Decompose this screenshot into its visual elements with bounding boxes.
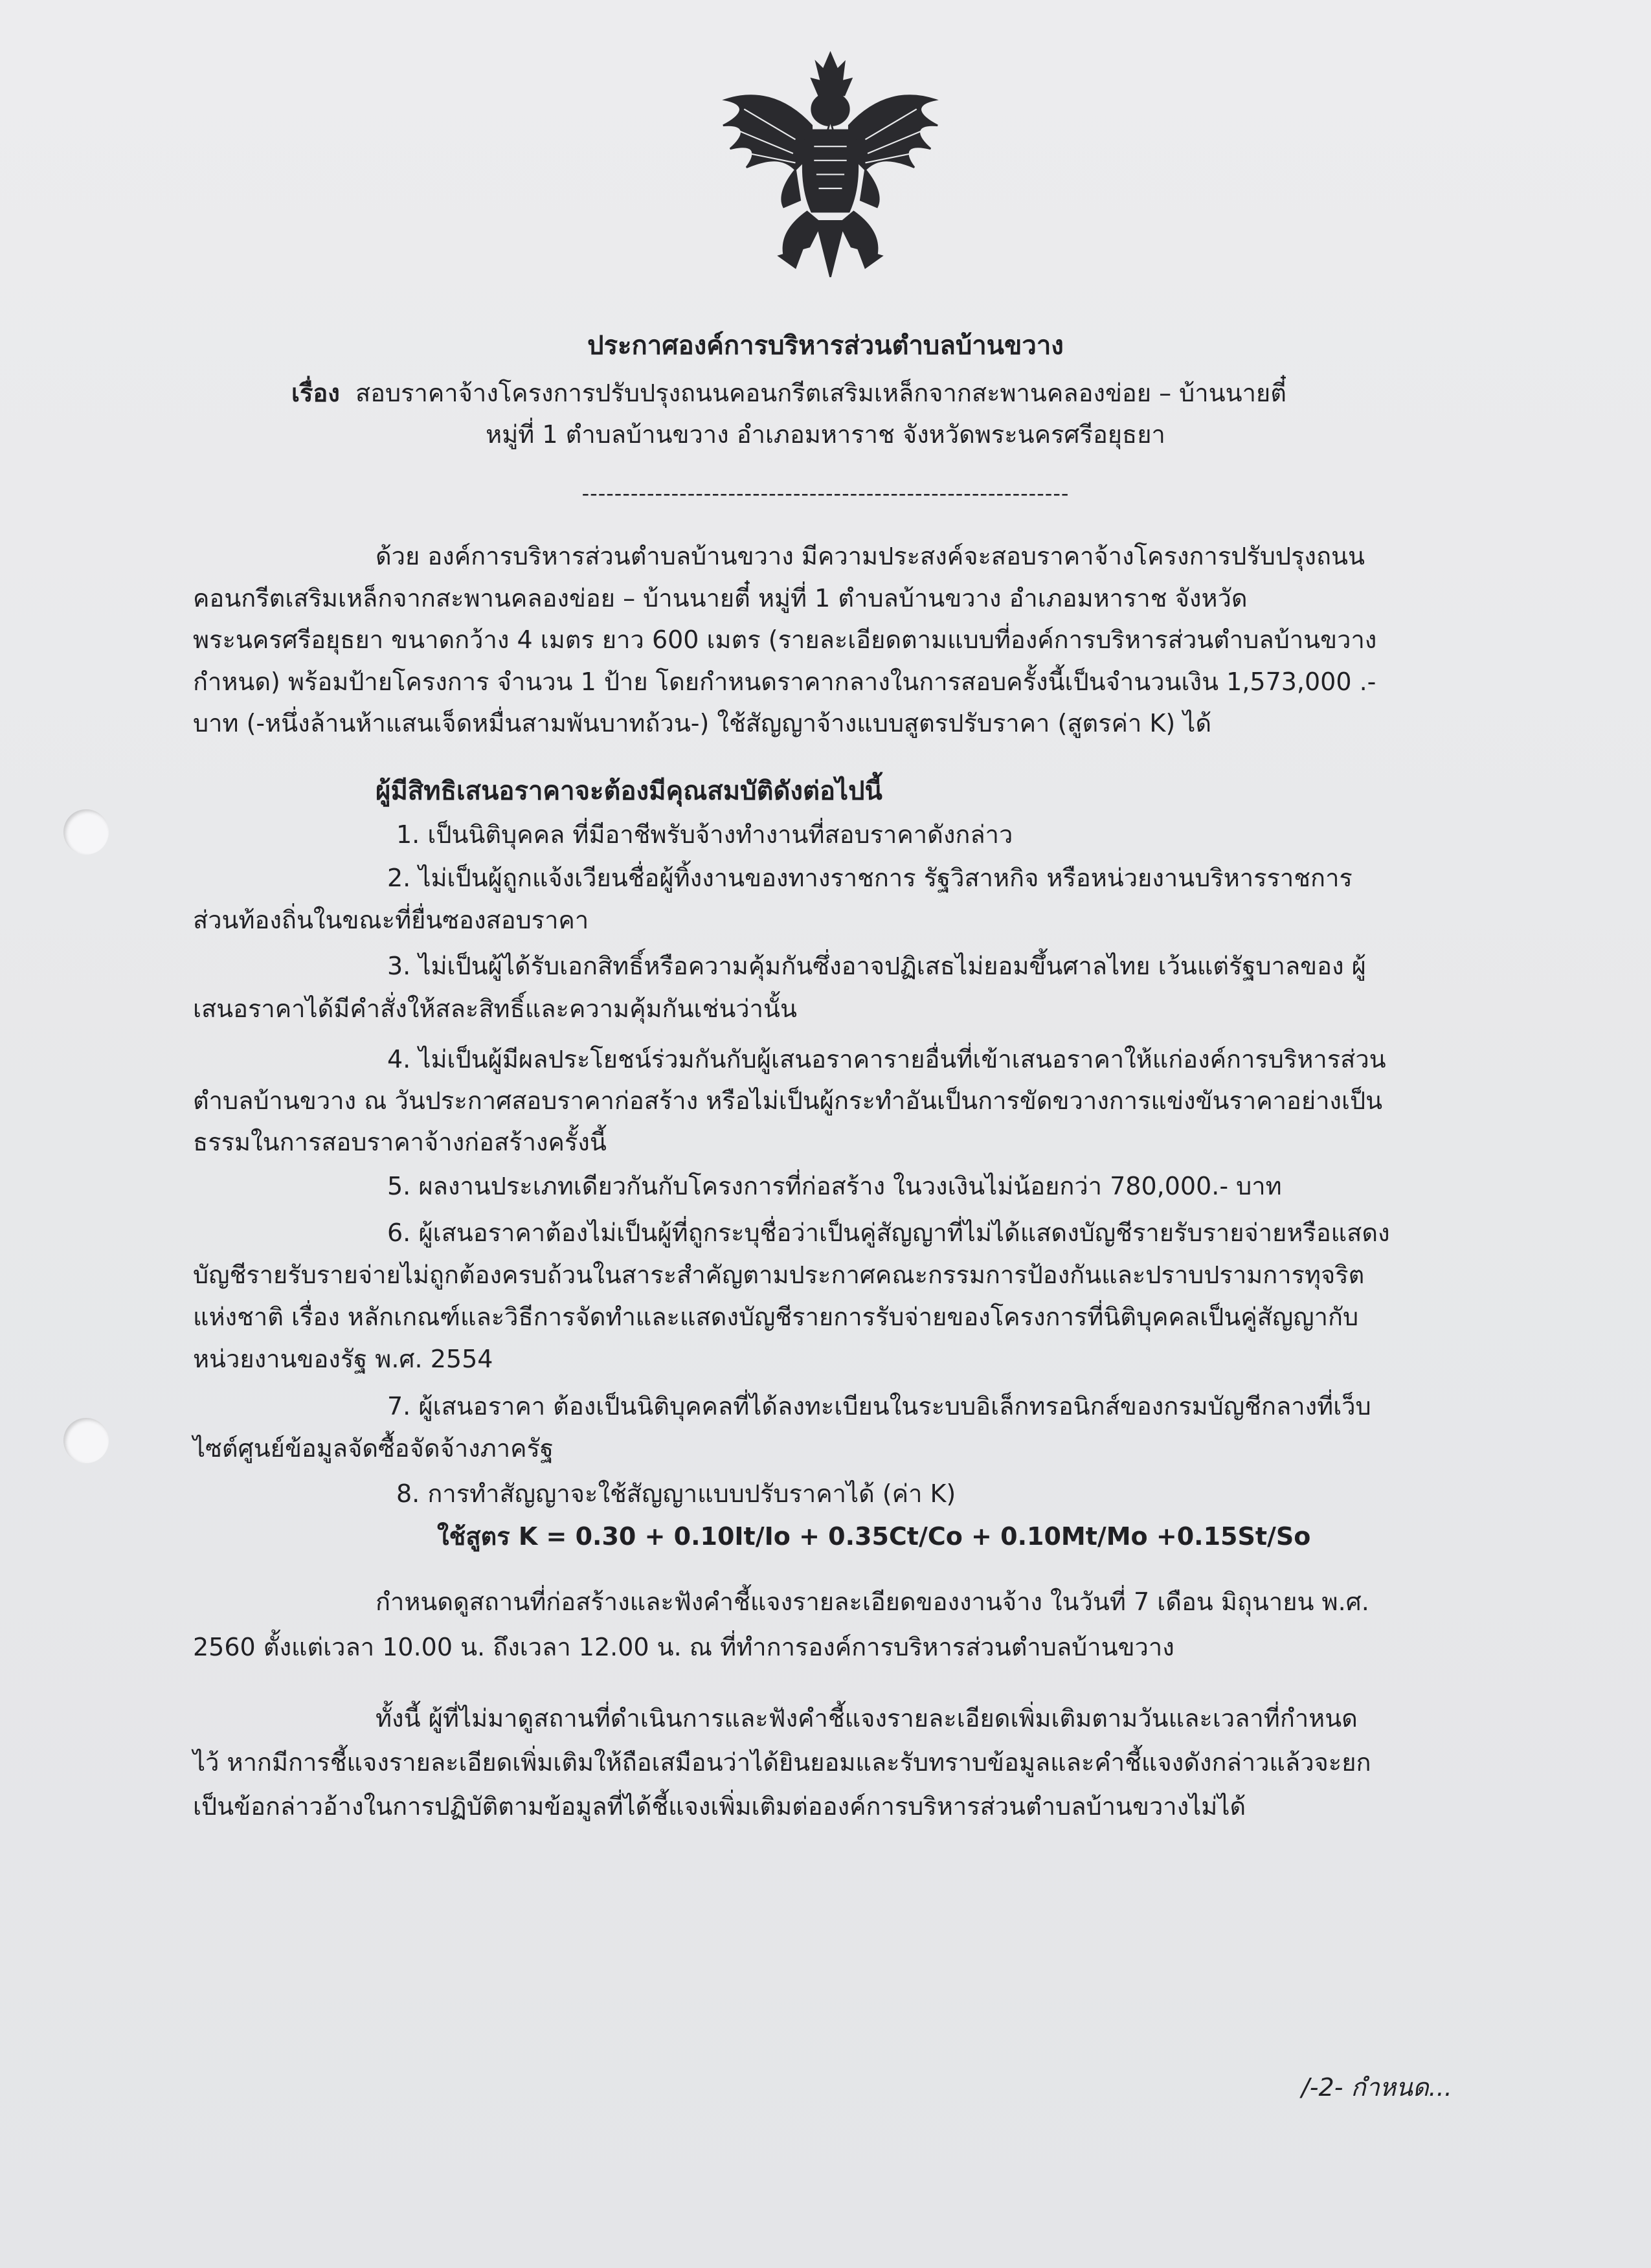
separator-line: ------------------------------------------------------------: [581, 481, 1070, 506]
note-line-1: ทั้งนี้ ผู้ที่ไม่มาดูสถานที่ดำเนินการและฟังคำชี้แจงรายละเอียดเพิ่มเติมตามวันและเวลาที่กำหนด: [376, 1704, 1358, 1733]
intro-line-2: คอนกรีตเสริมเหล็กจากสะพานคลองข่อย – บ้านนายตี๋ หมู่ที่ 1 ตำบลบ้านขวาง อำเภอมหาราช จังหวัด: [193, 584, 1248, 612]
subject-line-2: หมู่ที่ 1 ตำบลบ้านขวาง อำเภอมหาราช จังหวัดพระนครศรีอยุธยา: [486, 420, 1165, 449]
qualification-4-line-2: ตำบลบ้านขวาง ณ วันประกาศสอบราคาก่อสร้าง หรือไม่เป็นผู้กระทำอันเป็นการขัดขวางการแข่งขันราคาอย่างเป็น: [193, 1086, 1383, 1115]
k-formula: ใช้สูตร K = 0.30 + 0.10It/Io + 0.35Ct/Co + 0.10Mt/Mo +0.15St/So: [437, 1522, 1311, 1551]
qualification-6-line-3: แห่งชาติ เรื่อง หลักเกณฑ์และวิธีการจัดทำและแสดงบัญชีรายการรับจ่ายของโครงการที่นิติบุคคลเป็นคู่สัญญากับ: [193, 1303, 1359, 1331]
qualification-2-line-1: 2. ไม่เป็นผู้ถูกแจ้งเวียนชื่อผู้ทิ้งงานของทางราชการ รัฐวิสาหกิจ หรือหน่วยงานบริหารราชการ: [387, 864, 1353, 892]
qualification-3-line-1: 3. ไม่เป็นผู้ได้รับเอกสิทธิ์หรือความคุ้มกันซึ่งอาจปฏิเสธไม่ยอมขึ้นศาลไทย เว้นแต่รัฐบาลของ ผู้: [387, 952, 1366, 980]
subject-line-1: [291, 377, 1286, 409]
punch-hole-top: [63, 809, 109, 855]
subject-text: สอบราคาจ้างโครงการปรับปรุงถนนคอนกรีตเสริมเหล็กจากสะพานคลองข่อย – บ้านนายตี๋: [355, 379, 1286, 407]
site-visit-line-2: 2560 ตั้งแต่เวลา 10.00 น. ถึงเวลา 12.00 น. ณ ที่ทำการองค์การบริหารส่วนตำบลบ้านขวาง: [193, 1633, 1174, 1661]
intro-line-1: ด้วย องค์การบริหารส่วนตำบลบ้านขวาง มีความประสงค์จะสอบราคาจ้างโครงการปรับปรุงถนน: [376, 542, 1365, 570]
punch-hole-bottom: [63, 1418, 109, 1463]
announcement-title: ประกาศองค์การบริหารส่วนตำบลบ้านขวาง: [587, 331, 1064, 361]
qualification-6-line-2: บัญชีรายรับรายจ่ายไม่ถูกต้องครบถ้วนในสาระสำคัญตามประกาศคณะกรรมการป้องกันและปราบปรามการทุจริต: [193, 1261, 1365, 1289]
note-line-3: เป็นข้อกล่าวอ้างในการปฏิบัติตามข้อมูลที่ได้ชี้แจงเพิ่มเติมต่อองค์การบริหารส่วนตำบลบ้านขวางไม่ได้: [193, 1792, 1246, 1821]
qualification-5: 5. ผลงานประเภทเดียวกันกับโครงการที่ก่อสร้าง ในวงเงินไม่น้อยกว่า 780,000.- บาท: [387, 1172, 1282, 1200]
qualification-7-line-1: 7. ผู้เสนอราคา ต้องเป็นนิติบุคคลที่ได้ลงทะเบียนในระบบอิเล็กทรอนิกส์ของกรมบัญชีกลางที่เว็บ: [387, 1392, 1371, 1420]
garuda-emblem-icon: [712, 49, 949, 282]
qualification-2-line-2: ส่วนท้องถิ่นในขณะที่ยื่นซองสอบราคา: [193, 906, 589, 934]
page-continuation: /-2- กำหนด...: [1301, 2073, 1452, 2102]
intro-line-5: บาท (-หนึ่งล้านห้าแสนเจ็ดหมื่นสามพันบาทถ้วน-) ใช้สัญญาจ้างแบบสูตรปรับราคา (สูตรค่า K) ได้: [193, 709, 1212, 737]
qualification-7-line-2: ไซต์ศูนย์ข้อมูลจัดซื้อจัดจ้างภาครัฐ: [193, 1434, 554, 1463]
qualification-4-line-3: ธรรมในการสอบราคาจ้างก่อสร้างครั้งนี้: [193, 1128, 607, 1156]
qualification-4-line-1: 4. ไม่เป็นผู้มีผลประโยชน์ร่วมกันกับผู้เสนอราคารายอื่นที่เข้าเสนอราคาให้แก่องค์การบริหารส่วน: [387, 1045, 1386, 1073]
intro-line-3: พระนครศรีอยุธยา ขนาดกว้าง 4 เมตร ยาว 600 เมตร (รายละเอียดตามแบบที่องค์การบริหารส่วนตำบลบ้านขวาง: [193, 625, 1377, 654]
note-line-2: ไว้ หากมีการชี้แจงรายละเอียดเพิ่มเติมให้ถือเสมือนว่าได้ยินยอมและรับทราบข้อมูลและคำชี้แจงดังกล่าวแล้วจะยก: [193, 1748, 1371, 1777]
qualification-6-line-1: 6. ผู้เสนอราคาต้องไม่เป็นผู้ที่ถูกระบุชื่อว่าเป็นคู่สัญญาที่ไม่ได้แสดงบัญชีรายรับรายจ่ายหรือแสดง: [387, 1218, 1390, 1247]
qualification-1: 1. เป็นนิติบุคคล ที่มีอาชีพรับจ้างทำงานที่สอบราคาดังกล่าว: [396, 820, 1013, 849]
qualification-3-line-2: เสนอราคาได้มีคำสั่งให้สละสิทธิ์และความคุ้มกันเช่นว่านั้น: [193, 994, 797, 1023]
site-visit-line-1: กำหนดดูสถานที่ก่อสร้างและฟังคำชี้แจงรายละเอียดของงานจ้าง ในวันที่ 7 เดือน มิถุนายน พ.ศ.: [376, 1588, 1369, 1616]
qualification-6-line-4: หน่วยงานของรัฐ พ.ศ. 2554: [193, 1345, 493, 1373]
subject-label: เรื่อง: [291, 379, 340, 407]
qualifications-heading: ผู้มีสิทธิเสนอราคาจะต้องมีคุณสมบัติดังต่อไปนี้: [376, 776, 882, 806]
qualification-8: 8. การทำสัญญาจะใช้สัญญาแบบปรับราคาได้ (ค่า K): [396, 1479, 956, 1508]
intro-line-4: กำหนด) พร้อมป้ายโครงการ จำนวน 1 ป้าย โดยกำหนดราคากลางในการสอบครั้งนี้เป็นจำนวนเงิน 1,573,000 .-: [193, 668, 1376, 696]
